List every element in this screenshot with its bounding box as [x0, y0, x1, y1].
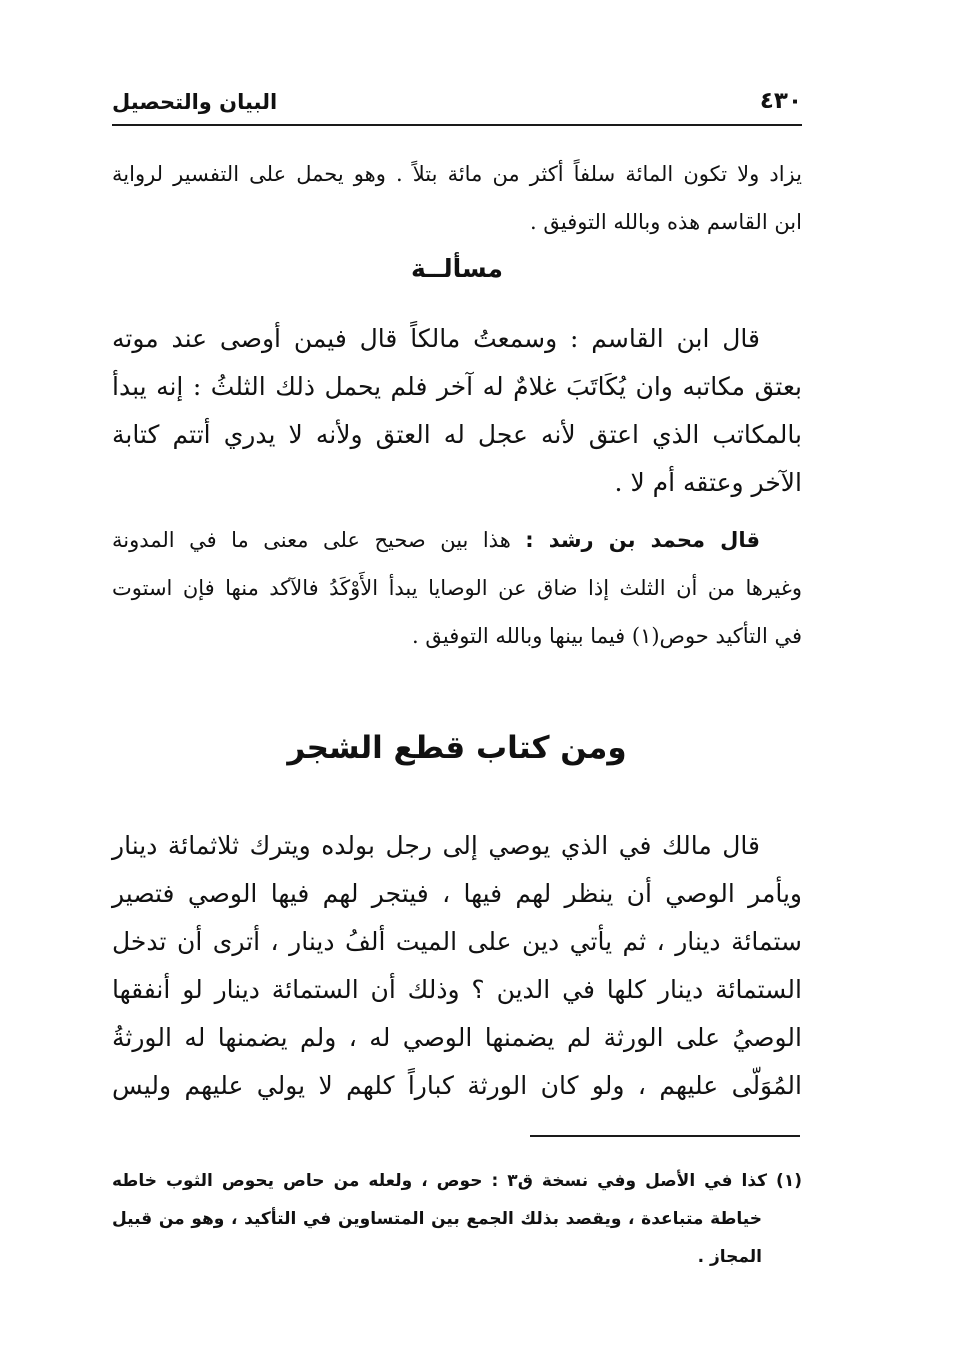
text-line: يزاد ولا تكون المائة سلفاً أكثر من مائة بتلاً . وهو يحمل على التفسير لرواية	[112, 162, 802, 186]
intro-paragraph	[112, 150, 802, 246]
text-line: ويأمر الوصي أن ينظر لهم فيها ، فيتجر لهم فيها الوصي فتصير	[112, 879, 802, 908]
text-line: المُوَلّى عليهم ، ولو كان الورثة كباراً كلهم لا يولي عليهم وليس	[112, 1071, 802, 1100]
footnote	[112, 1162, 802, 1276]
book-title: البيان والتحصيل	[112, 90, 278, 114]
answer-first-line-rest: هذا بين صحيح على معنى ما في المدونة	[112, 528, 526, 552]
text-line	[112, 516, 802, 564]
text-line: في التأكيد حوص(١) فيما بينها وبالله التوفيق .	[412, 624, 802, 648]
text-line: بعتق مكاتبه وان يُكَاتَبَ غلامٌ له آخر فلم يحمل ذلك الثلثُ : إنه يبدأ	[112, 372, 802, 401]
text-line: ستمائة دينار ، ثم يأتي دين على الميت ألفُ دينار ، أترى أن تدخل	[112, 927, 802, 956]
footnote-line: (١) كذا في الأصل وفي نسخة ق٣ : حوص ، ولعله من حاص يحوص الثوب خاطه	[112, 1171, 802, 1191]
chapter-heading: ومن كتاب قطع الشجر	[287, 730, 627, 766]
section-heading-masala: مسألــة	[411, 254, 503, 283]
footnote-divider	[530, 1135, 800, 1137]
text-line: قال ابن القاسم : وسمعتُ مالكاً قال فيمن أوصى عند موته	[112, 324, 760, 353]
text-line: بالمكاتب الذي اعتق لأنه عجل له العتق ولأنه لا يدري أتتم كتابة	[112, 420, 802, 449]
text-line: وغيرها من أن الثلث إذا ضاق عن الوصايا يبدأ الأَوْكَدُ فالآكد منها فإن استوت	[112, 576, 802, 600]
question-paragraph	[112, 315, 802, 507]
running-header	[112, 80, 802, 126]
chapter-paragraph	[112, 822, 802, 1110]
footnote-line: المجاز .	[697, 1247, 762, 1267]
text-line: الآخر وعتقه أم لا .	[614, 468, 802, 497]
text-line: الوصيُ على الورثة لم يضمنها الوصي له ، ولم يضمنها له الورثةُ	[112, 1023, 802, 1052]
answer-paragraph	[112, 516, 802, 660]
page-number: ٤٣٠	[759, 88, 802, 114]
answer-lead: قال محمد بن رشد :	[525, 528, 760, 552]
text-line: ابن القاسم هذه وبالله التوفيق .	[530, 210, 802, 234]
text-line: قال مالك في الذي يوصي إلى رجل بولده ويترك ثلاثمائة دينار	[112, 831, 760, 860]
text-line: الستمائة دينار كلها في الدين ؟ وذلك أن الستمائة دينار لو أنفقها	[112, 975, 802, 1004]
footnote-line: خياطة متباعدة ، ويقصد بذلك الجمع بين المتساوين في التأكيد ، وهو من قبيل	[112, 1209, 762, 1229]
